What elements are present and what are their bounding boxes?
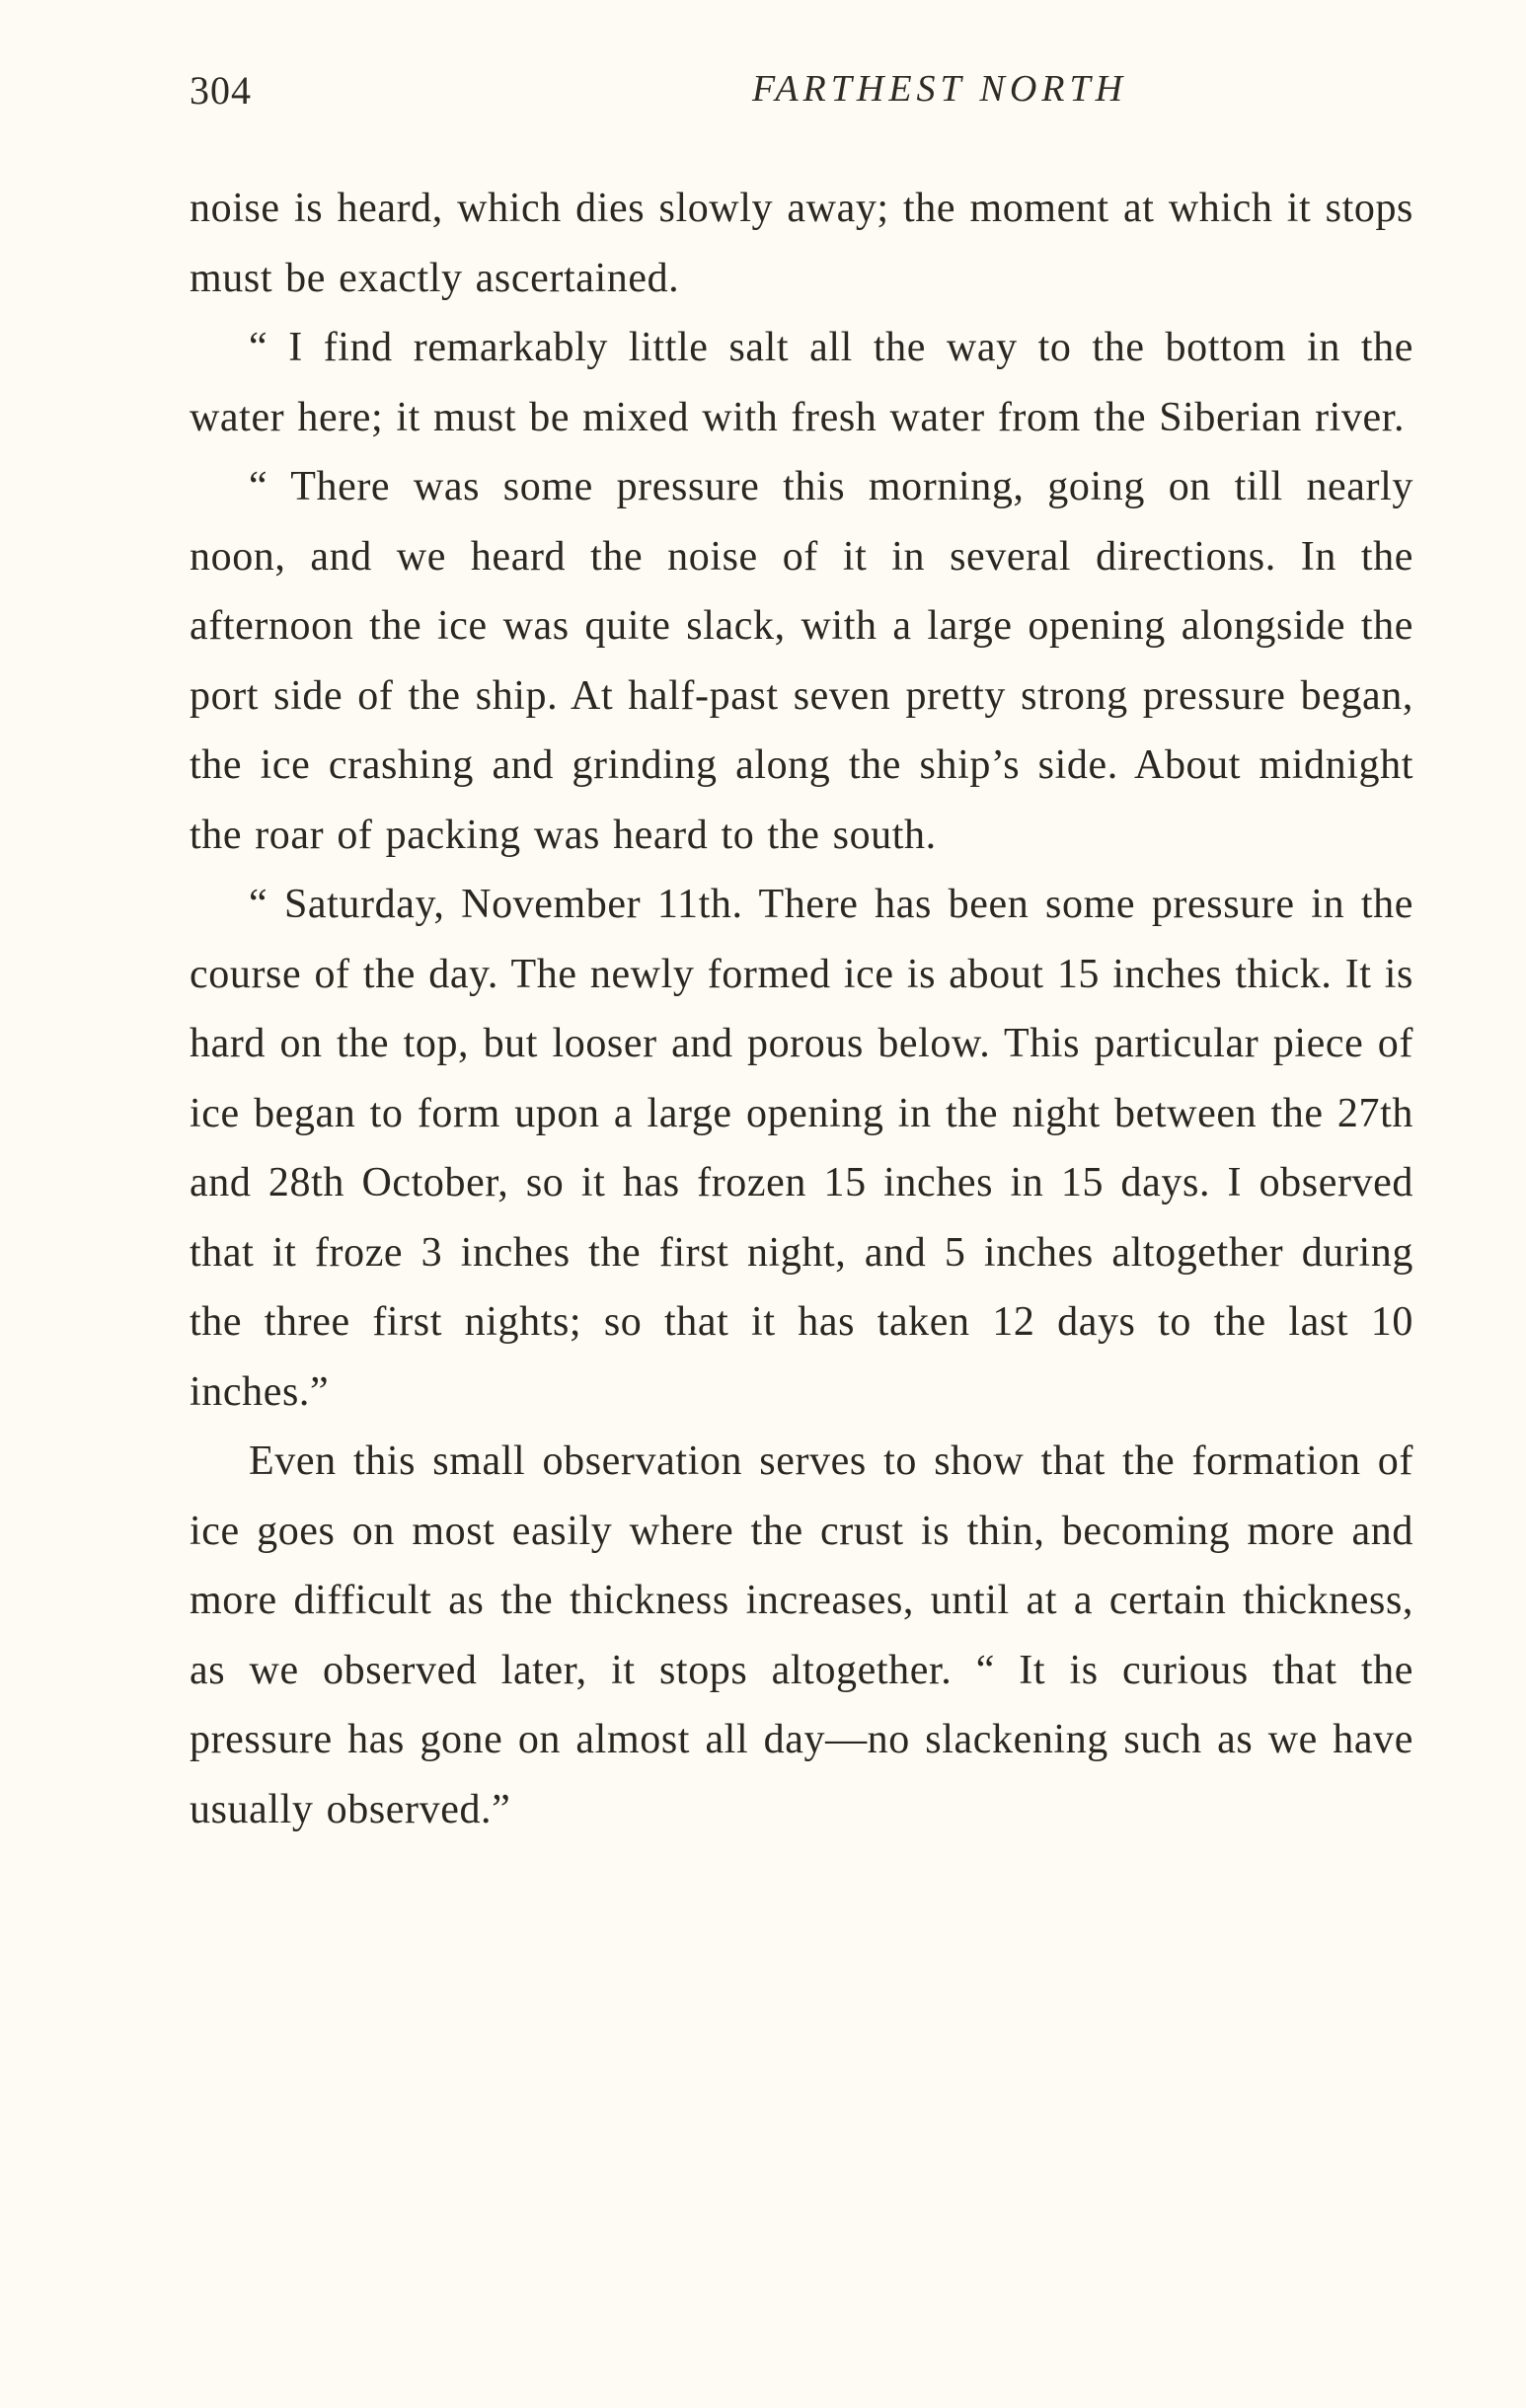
- body-text: [190, 174, 1413, 1844]
- running-title: FARTHEST NORTH: [752, 68, 1128, 110]
- paragraph-salt: “ I find remarkably little salt all the way to the bottom in the water here; it must be mixed with fresh water from the Siberian river.: [190, 325, 1413, 440]
- running-head: [190, 61, 1413, 120]
- paragraph-saturday-entry: “ Saturday, November 11th. There has been some pressure in the course of the day. The newly formed ice is about 15 inches thick. It is hard on the top, but looser and porous below. This particular piece of ice began to form upon a large opening in the night between the 27th and 28th October, so it has frozen 15 inches in 15 days. I observed that it froze 3 inches the first night, and 5 inches altogether during the three first nights; so that it has taken 12 days to the last 10 inches.”: [190, 882, 1413, 1415]
- paragraph-continued: noise is heard, which dies slowly away; the moment at which it stops must be exactly ascertained.: [190, 186, 1413, 301]
- paragraph-pressure: “ There was some pressure this morning, going on till nearly noon, and we heard the noise of it in several directions. In the afternoon the ice was quite slack, with a large opening alongside the port side of the ship. At half-past seven pretty strong pressure began, the ice crashing and grinding along the ship’s side. About midnight the roar of packing was heard to the south.: [190, 464, 1413, 858]
- page-number: 304: [190, 68, 252, 113]
- paragraph-observation: Even this small observation serves to show that the formation of ice goes on most easily where the crust is thin, becoming more and more difficult as the thickness increases, until at a certain thickness, as we observed later, it stops altogether. “ It is curious that the pressure has gone on almost all day—no slackening such as we have usually observed.”: [190, 1438, 1413, 1832]
